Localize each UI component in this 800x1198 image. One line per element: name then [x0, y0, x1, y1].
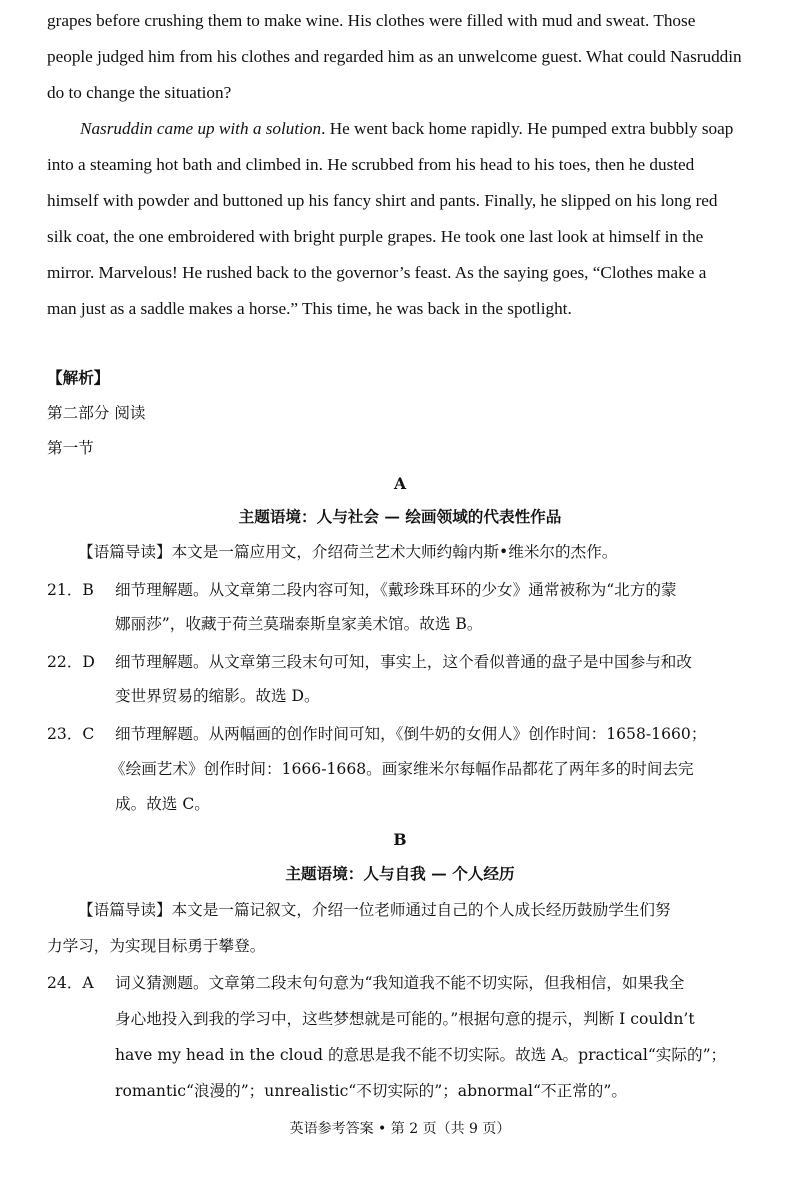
question-number: 23．C — [47, 725, 95, 743]
section-heading: 第一节 — [47, 439, 94, 457]
passage-line: grapes before crushing them to make wine. His clothes were filled with mud and sweat. Those — [47, 11, 696, 30]
answer-line: 娜丽莎”，收藏于荷兰莫瑞泰斯皇家美术馆。故选 B。 — [115, 615, 483, 633]
passage-line: into a steaming hot bath and climbed in. He scrubbed from his head to his toes, then he dusted — [47, 155, 695, 174]
passage-italic-phrase: Nasruddin came up with a solution — [80, 119, 322, 138]
passage-line: people judged him from his clothes and regarded him as an unwelcome guest. What could Nasruddin — [47, 47, 742, 66]
passage-letter-b: B — [393, 830, 407, 849]
answer-line: 细节理解题。从文章第三段末句可知，事实上，这个看似普通的盘子是中国参与和改 — [115, 653, 692, 671]
answer-line: 成。故选 C。 — [115, 795, 210, 813]
page-footer: 英语参考答案 • 第 2 页（共 9 页） — [289, 1121, 511, 1137]
passage-line: himself with powder and buttoned up his fancy shirt and pants. Finally, he slipped on his long red — [47, 191, 718, 210]
theme-b: 主题语境：人与自我 — 个人经历 — [285, 864, 515, 883]
question-number: 22．D — [47, 653, 95, 671]
passage-line: man just as a saddle makes a horse.” This time, he was back in the spotlight. — [47, 299, 572, 318]
answer-line: 《绘画艺术》创作时间：1666-1668。画家维米尔每幅作品都花了两年多的时间去完 — [110, 760, 694, 778]
answer-line: 词义猜测题。文章第二段末句句意为“我知道我不能不切实际，但我相信，如果我全 — [115, 974, 685, 992]
analysis-heading: 【解析】 — [47, 368, 110, 387]
passage-text: . He went back home rapidly. He pumped extra bubbly soap — [321, 119, 734, 138]
passage-letter-a: A — [393, 474, 407, 493]
passage-line: do to change the situation? — [47, 83, 232, 102]
theme-a: 主题语境：人与社会 — 绘画领域的代表性作品 — [238, 507, 562, 526]
passage-line: silk coat, the one embroidered with bright purple grapes. He took one last look at himself in the — [47, 227, 704, 246]
answer-line: 身心地投入到我的学习中，这些梦想就是可能的。”根据句意的提示，判断 I couldn’t — [115, 1010, 695, 1028]
question-number: 21．B — [47, 581, 94, 599]
passage-line: mirror. Marvelous! He rushed back to the governor’s feast. As the saying goes, “Clothes make a — [47, 263, 707, 282]
answer-line: 细节理解题。从文章第二段内容可知，《戴珍珠耳环的少女》通常被称为“北方的蒙 — [115, 581, 677, 599]
answer-line: have my head in the cloud 的意思是我不能不切实际。故选 A。practical“实际的”； — [115, 1046, 727, 1064]
passage-line — [80, 118, 733, 140]
guide-b: 【语篇导读】本文是一篇记叙文，介绍一位老师通过自己的个人成长经历鼓励学生们努 — [78, 901, 671, 919]
answer-line: romantic“浪漫的”；unrealistic“不切实际的”；abnormal“不正常的”。 — [115, 1082, 627, 1100]
answer-line: 细节理解题。从两幅画的创作时间可知，《倒牛奶的女佣人》创作时间：1658-1660； — [115, 725, 707, 743]
guide-a: 【语篇导读】本文是一篇应用文，介绍荷兰艺术大师约翰内斯•维米尔的杰作。 — [78, 543, 618, 561]
question-number: 24．A — [47, 974, 94, 992]
guide-b-cont: 力学习，为实现目标勇于攀登。 — [47, 937, 266, 955]
answer-line: 变世界贸易的缩影。故选 D。 — [115, 687, 320, 705]
part-heading: 第二部分 阅读 — [47, 404, 146, 422]
